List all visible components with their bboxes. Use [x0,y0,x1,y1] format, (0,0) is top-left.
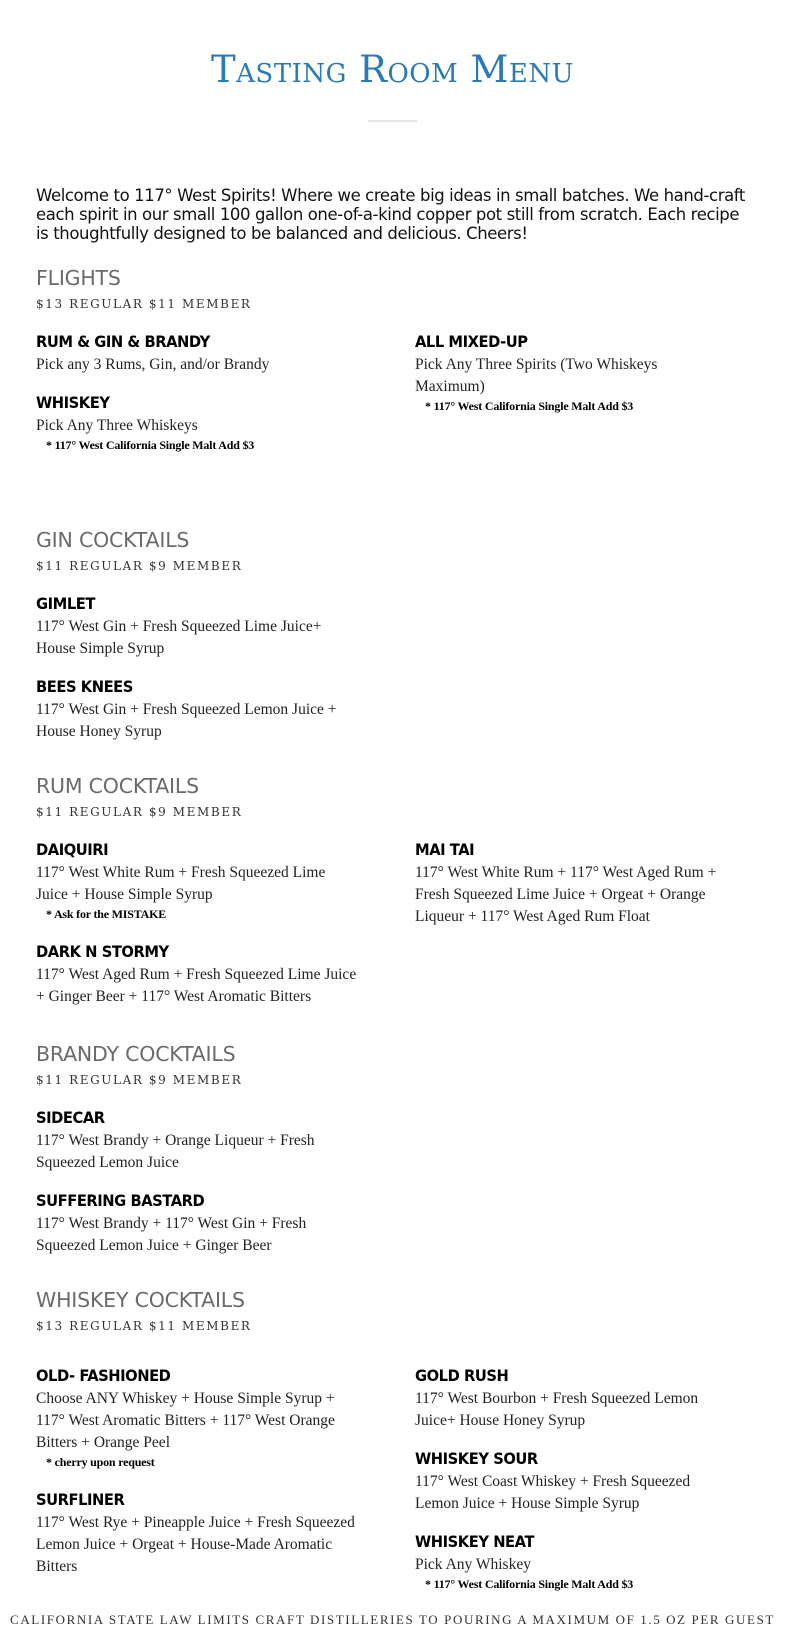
section-heading-flights: FLIGHTS [36,266,121,290]
item-name: SIDECAR [36,1108,105,1127]
item-description: 117° West Brandy + 117° West Gin + Fresh Squeezed Lemon Juice + Ginger Beer [36,1215,307,1254]
item-note: * 117° West California Single Malt Add $3 [425,1577,634,1591]
title-divider [368,120,417,122]
section-heading-whiskey: WHISKEY COCKTAILS [36,1288,245,1312]
item-name: DARK N STORMY [36,942,169,961]
menu-item [415,1365,715,1432]
menu-item [36,676,346,743]
menu-item [415,1448,715,1515]
section-heading-rum: RUM COCKTAILS [36,774,199,798]
menu-item [36,392,356,453]
section-price-brandy: $11 REGULAR $9 MEMBER [36,1073,243,1087]
item-note: * cherry upon request [46,1455,155,1469]
item-name: ALL MIXED-UP [415,332,528,351]
item-description: 117° West White Rum + 117° West Aged Rum + Fresh Squeezed Lime Juice + Orgeat + Orange Liqueur + 117° West Aged Rum Float [415,864,717,925]
item-note: * 117° West California Single Malt Add $3 [425,399,634,413]
menu-item [36,593,346,660]
footer-legal-notice: CALIFORNIA STATE LAW LIMITS CRAFT DISTILLERIES TO POURING A MAXIMUM OF 1.5 OZ PER GUEST [10,1612,775,1627]
item-name: BEES KNEES [36,677,133,696]
item-name: WHISKEY [36,393,110,412]
page-title: Tasting Room Menu [210,48,575,91]
item-description: 117° West Rye + Pineapple Juice + Fresh Squeezed Lemon Juice + Orgeat + House-Made Aromatic Bitters [36,1514,355,1575]
section-price-gin: $11 REGULAR $9 MEMBER [36,559,243,573]
section-heading-brandy: BRANDY COCKTAILS [36,1042,236,1066]
item-name: OLD- FASHIONED [36,1366,171,1385]
item-description: 117° West Brandy + Orange Liqueur + Fresh Squeezed Lemon Juice [36,1132,315,1171]
item-name: SURFLINER [36,1490,125,1509]
section-price-flights: $13 REGULAR $11 MEMBER [36,297,252,311]
item-description: Pick Any Three Spirits (Two Whiskeys Maximum) [415,356,658,395]
menu-item [36,331,356,376]
item-name: DAIQUIRI [36,840,109,859]
item-name: GIMLET [36,594,95,613]
item-description: 117° West Coast Whiskey + Fresh Squeezed Lemon Juice + House Simple Syrup [415,1473,691,1512]
item-description: 117° West Gin + Fresh Squeezed Lime Juice+ House Simple Syrup [36,618,322,657]
menu-item [36,1190,346,1257]
menu-item [415,839,725,928]
item-description: 117° West Gin + Fresh Squeezed Lemon Juice + House Honey Syrup [36,701,337,740]
item-description: 117° West Aged Rum + Fresh Squeezed Lime Juice + Ginger Beer + 117° West Aromatic Bitters [36,966,357,1005]
item-description: Pick Any Whiskey [415,1556,531,1573]
menu-item [415,1531,715,1592]
item-description: 117° West Bourbon + Fresh Squeezed Lemon Juice+ House Honey Syrup [415,1390,699,1429]
item-name: WHISKEY SOUR [415,1449,538,1468]
item-name: SUFFERING BASTARD [36,1191,205,1210]
menu-item [415,331,735,414]
item-description: 117° West White Rum + Fresh Squeezed Lime Juice + House Simple Syrup [36,864,326,903]
item-description: Choose ANY Whiskey + House Simple Syrup + 117° West Aromatic Bitters + 117° West Orange Bitters + Orange Peel [36,1390,335,1451]
item-note: * 117° West California Single Malt Add $3 [46,438,255,452]
menu-item [36,941,366,1008]
menu-item [36,1489,366,1578]
menu-item [36,839,346,922]
menu-item [36,1365,356,1470]
item-name: GOLD RUSH [415,1366,509,1385]
section-price-whiskey: $13 REGULAR $11 MEMBER [36,1319,252,1333]
item-name: MAI TAI [415,840,475,859]
item-name: RUM & GIN & BRANDY [36,332,210,351]
section-price-rum: $11 REGULAR $9 MEMBER [36,805,243,819]
intro-text: Welcome to 117° West Spirits! Where we create big ideas in small batches. We hand-craft each spirit in our small 100 gallon one-of-a-kind copper pot still from scratch. Each recipe is thoughtfully designed to be balanced and delicious. Cheers! [36,186,745,243]
item-description: Pick Any Three Whiskeys [36,417,198,434]
item-description: Pick any 3 Rums, Gin, and/or Brandy [36,356,270,373]
item-note: * Ask for the MISTAKE [46,907,167,921]
item-name: WHISKEY NEAT [415,1532,535,1551]
menu-item [36,1107,346,1174]
section-heading-gin: GIN COCKTAILS [36,528,190,552]
